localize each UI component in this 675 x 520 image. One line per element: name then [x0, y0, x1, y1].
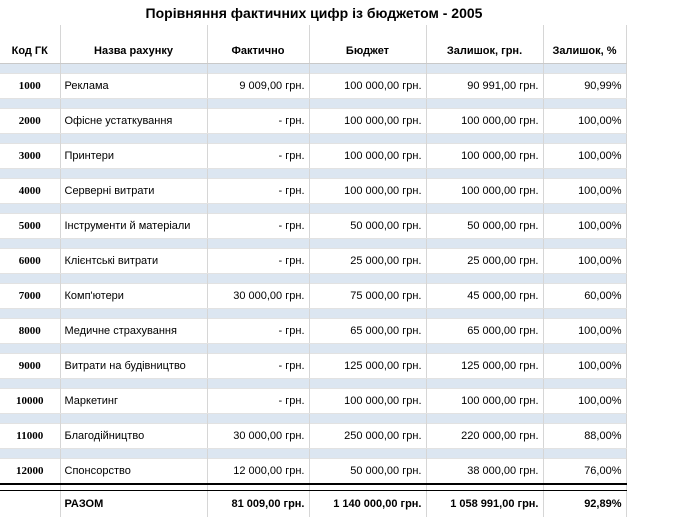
band-cell	[426, 274, 543, 284]
table-row	[0, 74, 626, 99]
cell-code[interactable]: 8000	[0, 319, 60, 344]
cell-budget[interactable]: 75 000,00 грн.	[309, 284, 426, 309]
cell-name[interactable]: Витрати на будівництво	[60, 354, 207, 379]
band-cell	[0, 274, 60, 284]
table-row	[0, 284, 626, 309]
cell-code[interactable]: 10000	[0, 389, 60, 414]
band-cell	[426, 239, 543, 249]
band-cell	[60, 239, 207, 249]
cell-remain[interactable]: 100 000,00 грн.	[426, 179, 543, 204]
cell-name[interactable]: Спонсорство	[60, 459, 207, 484]
budget-table-body	[0, 26, 626, 517]
band-cell	[426, 99, 543, 109]
cell-name[interactable]: Медичне страхування	[60, 319, 207, 344]
cell-remain[interactable]: 25 000,00 грн.	[426, 249, 543, 274]
band-cell	[426, 134, 543, 144]
band-row	[0, 379, 626, 389]
band-cell	[0, 134, 60, 144]
band-cell	[60, 64, 207, 74]
cell-actual[interactable]: - грн.	[207, 354, 309, 379]
cell-name[interactable]: Принтери	[60, 144, 207, 169]
cell-remain-pct[interactable]: 100,00%	[543, 109, 626, 134]
table-row	[0, 144, 626, 169]
band-cell	[309, 134, 426, 144]
cell-remain-pct[interactable]: 100,00%	[543, 354, 626, 379]
cell-name[interactable]: Клієнтські витрати	[60, 249, 207, 274]
cell-name[interactable]: Маркетинг	[60, 389, 207, 414]
band-cell	[543, 239, 626, 249]
cell-name[interactable]: Комп'ютери	[60, 284, 207, 309]
band-cell	[0, 344, 60, 354]
cell-code[interactable]: 11000	[0, 424, 60, 449]
band-cell	[0, 204, 60, 214]
cell-budget[interactable]: 100 000,00 грн.	[309, 74, 426, 99]
band-cell	[543, 204, 626, 214]
band-cell	[207, 169, 309, 179]
band-cell	[207, 274, 309, 284]
table-row	[0, 249, 626, 274]
band-cell	[543, 169, 626, 179]
cell-actual[interactable]: - грн.	[207, 179, 309, 204]
band-cell	[426, 204, 543, 214]
band-row	[0, 414, 626, 424]
separator-cell	[0, 484, 60, 491]
cell-actual[interactable]: - грн.	[207, 319, 309, 344]
cell-actual[interactable]: - грн.	[207, 249, 309, 274]
band-row	[0, 449, 626, 459]
band-row	[0, 134, 626, 144]
cell-name[interactable]: Інструменти й матеріали	[60, 214, 207, 239]
table-row	[0, 214, 626, 239]
cell-remain-pct[interactable]: 100,00%	[543, 144, 626, 169]
cell-remain[interactable]: 90 991,00 грн.	[426, 74, 543, 99]
band-cell	[309, 344, 426, 354]
cell-budget[interactable]: 50 000,00 грн.	[309, 214, 426, 239]
cell-code[interactable]: 12000	[0, 459, 60, 484]
cell-name[interactable]: Реклама	[60, 74, 207, 99]
cell-name[interactable]: Офісне устаткування	[60, 109, 207, 134]
band-row	[0, 169, 626, 179]
cell-code[interactable]: 7000	[0, 284, 60, 309]
cell-actual[interactable]: 30 000,00 грн.	[207, 284, 309, 309]
cell-remain-pct[interactable]: 100,00%	[543, 319, 626, 344]
col-header-budget[interactable]: Бюджет	[309, 39, 426, 64]
table-row	[0, 109, 626, 134]
cell-remain-pct[interactable]: 100,00%	[543, 214, 626, 239]
header-row	[0, 39, 626, 64]
cell-actual[interactable]: - грн.	[207, 389, 309, 414]
band-cell	[543, 344, 626, 354]
cell-remain-pct[interactable]: 100,00%	[543, 249, 626, 274]
band-cell	[426, 169, 543, 179]
cell-code[interactable]: 2000	[0, 109, 60, 134]
cell[interactable]	[543, 26, 626, 39]
band-cell	[309, 379, 426, 389]
cell-budget[interactable]: 50 000,00 грн.	[309, 459, 426, 484]
band-cell	[0, 239, 60, 249]
total-separator-row	[0, 484, 626, 491]
cell-actual[interactable]: - грн.	[207, 144, 309, 169]
cell-actual[interactable]: - грн.	[207, 214, 309, 239]
band-cell	[543, 64, 626, 74]
cell-remain[interactable]: 100 000,00 грн.	[426, 144, 543, 169]
band-cell	[309, 414, 426, 424]
cell-remain[interactable]: 125 000,00 грн.	[426, 354, 543, 379]
report-title: Порівняння фактичних цифр із бюджетом - 2005	[145, 5, 483, 21]
table-row	[0, 459, 626, 484]
cell-code[interactable]: 5000	[0, 214, 60, 239]
cell[interactable]	[426, 26, 543, 39]
cell-budget[interactable]: 65 000,00 грн.	[309, 319, 426, 344]
band-cell	[60, 134, 207, 144]
band-cell	[60, 99, 207, 109]
cell-code[interactable]: 1000	[0, 74, 60, 99]
cell-actual[interactable]: 12 000,00 грн.	[207, 459, 309, 484]
col-header-code[interactable]: Код ГК	[0, 39, 60, 64]
band-cell	[0, 169, 60, 179]
band-cell	[426, 344, 543, 354]
cell-code[interactable]: 3000	[0, 144, 60, 169]
cell-total-code[interactable]	[0, 491, 60, 517]
band-cell	[309, 204, 426, 214]
separator-cell	[543, 484, 626, 491]
separator-cell	[309, 484, 426, 491]
cell-remain-pct[interactable]: 90,99%	[543, 74, 626, 99]
band-cell	[543, 134, 626, 144]
cell-actual[interactable]: - грн.	[207, 109, 309, 134]
band-row	[0, 204, 626, 214]
band-cell	[207, 134, 309, 144]
table-row	[0, 319, 626, 344]
band-cell	[207, 204, 309, 214]
cell-remain[interactable]: 220 000,00 грн.	[426, 424, 543, 449]
cell-budget[interactable]: 25 000,00 грн.	[309, 249, 426, 274]
band-cell	[309, 274, 426, 284]
table-row	[0, 389, 626, 414]
cell-budget[interactable]: 100 000,00 грн.	[309, 144, 426, 169]
band-cell	[426, 64, 543, 74]
separator-cell	[426, 484, 543, 491]
band-cell	[207, 414, 309, 424]
table-row	[0, 424, 626, 449]
col-header-remain-pct[interactable]: Залишок, %	[543, 39, 626, 64]
cell-remain[interactable]: 45 000,00 грн.	[426, 284, 543, 309]
cell-total-budget[interactable]: 1 140 000,00 грн.	[309, 491, 426, 517]
cell-total-pct[interactable]: 92,89%	[543, 491, 626, 517]
cell-remain[interactable]: 100 000,00 грн.	[426, 109, 543, 134]
band-cell	[426, 414, 543, 424]
band-cell	[60, 309, 207, 319]
band-row	[0, 274, 626, 284]
col-header-actual[interactable]: Фактично	[207, 39, 309, 64]
band-cell	[60, 449, 207, 459]
band-row	[0, 309, 626, 319]
band-cell	[309, 169, 426, 179]
band-cell	[60, 204, 207, 214]
band-cell	[543, 99, 626, 109]
cell[interactable]	[309, 26, 426, 39]
cell-remain-pct[interactable]: 88,00%	[543, 424, 626, 449]
band-cell	[0, 309, 60, 319]
band-cell	[60, 344, 207, 354]
band-cell	[309, 64, 426, 74]
cell[interactable]	[0, 26, 60, 39]
cell-code[interactable]: 9000	[0, 354, 60, 379]
cell-total-remain[interactable]: 1 058 991,00 грн.	[426, 491, 543, 517]
header-spacer-row	[0, 26, 626, 39]
budget-table	[0, 25, 627, 517]
band-cell	[0, 64, 60, 74]
band-cell	[60, 274, 207, 284]
band-cell	[543, 379, 626, 389]
band-cell	[0, 414, 60, 424]
cell-actual[interactable]: 30 000,00 грн.	[207, 424, 309, 449]
cell-code[interactable]: 6000	[0, 249, 60, 274]
cell-budget[interactable]: 100 000,00 грн.	[309, 389, 426, 414]
band-row	[0, 239, 626, 249]
table-row	[0, 179, 626, 204]
cell-remain-pct[interactable]: 60,00%	[543, 284, 626, 309]
cell-remain-pct[interactable]: 100,00%	[543, 389, 626, 414]
band-cell	[207, 449, 309, 459]
band-cell	[0, 99, 60, 109]
band-cell	[207, 309, 309, 319]
band-cell	[207, 379, 309, 389]
cell-actual[interactable]: 9 009,00 грн.	[207, 74, 309, 99]
cell-remain-pct[interactable]: 100,00%	[543, 179, 626, 204]
band-cell	[426, 449, 543, 459]
cell[interactable]	[207, 26, 309, 39]
band-cell	[309, 309, 426, 319]
col-header-remain[interactable]: Залишок, грн.	[426, 39, 543, 64]
cell-remain[interactable]: 65 000,00 грн.	[426, 319, 543, 344]
band-cell	[543, 309, 626, 319]
col-header-name[interactable]: Назва рахунку	[60, 39, 207, 64]
cell-remain[interactable]: 38 000,00 грн.	[426, 459, 543, 484]
cell[interactable]	[60, 26, 207, 39]
band-cell	[426, 379, 543, 389]
band-row	[0, 64, 626, 74]
band-cell	[543, 449, 626, 459]
band-cell	[60, 379, 207, 389]
band-cell	[0, 449, 60, 459]
cell-budget[interactable]: 100 000,00 грн.	[309, 179, 426, 204]
cell-code[interactable]: 4000	[0, 179, 60, 204]
cell-name[interactable]: Серверні витрати	[60, 179, 207, 204]
total-row	[0, 491, 626, 517]
cell-total-actual[interactable]: 81 009,00 грн.	[207, 491, 309, 517]
band-cell	[207, 99, 309, 109]
cell-remain-pct[interactable]: 76,00%	[543, 459, 626, 484]
band-cell	[309, 99, 426, 109]
separator-cell	[207, 484, 309, 491]
table-row	[0, 354, 626, 379]
band-cell	[543, 274, 626, 284]
cell-remain[interactable]: 50 000,00 грн.	[426, 214, 543, 239]
cell-budget[interactable]: 250 000,00 грн.	[309, 424, 426, 449]
band-cell	[207, 239, 309, 249]
cell-remain[interactable]: 100 000,00 грн.	[426, 389, 543, 414]
cell-total-label[interactable]: РАЗОМ	[60, 491, 207, 517]
band-cell	[207, 64, 309, 74]
band-cell	[60, 169, 207, 179]
band-row	[0, 99, 626, 109]
band-cell	[207, 344, 309, 354]
band-row	[0, 344, 626, 354]
band-cell	[309, 449, 426, 459]
band-cell	[60, 414, 207, 424]
cell-budget[interactable]: 125 000,00 грн.	[309, 354, 426, 379]
band-cell	[543, 414, 626, 424]
separator-cell	[60, 484, 207, 491]
band-cell	[426, 309, 543, 319]
band-cell	[309, 239, 426, 249]
band-cell	[0, 379, 60, 389]
cell-budget[interactable]: 100 000,00 грн.	[309, 109, 426, 134]
cell-name[interactable]: Благодійництво	[60, 424, 207, 449]
